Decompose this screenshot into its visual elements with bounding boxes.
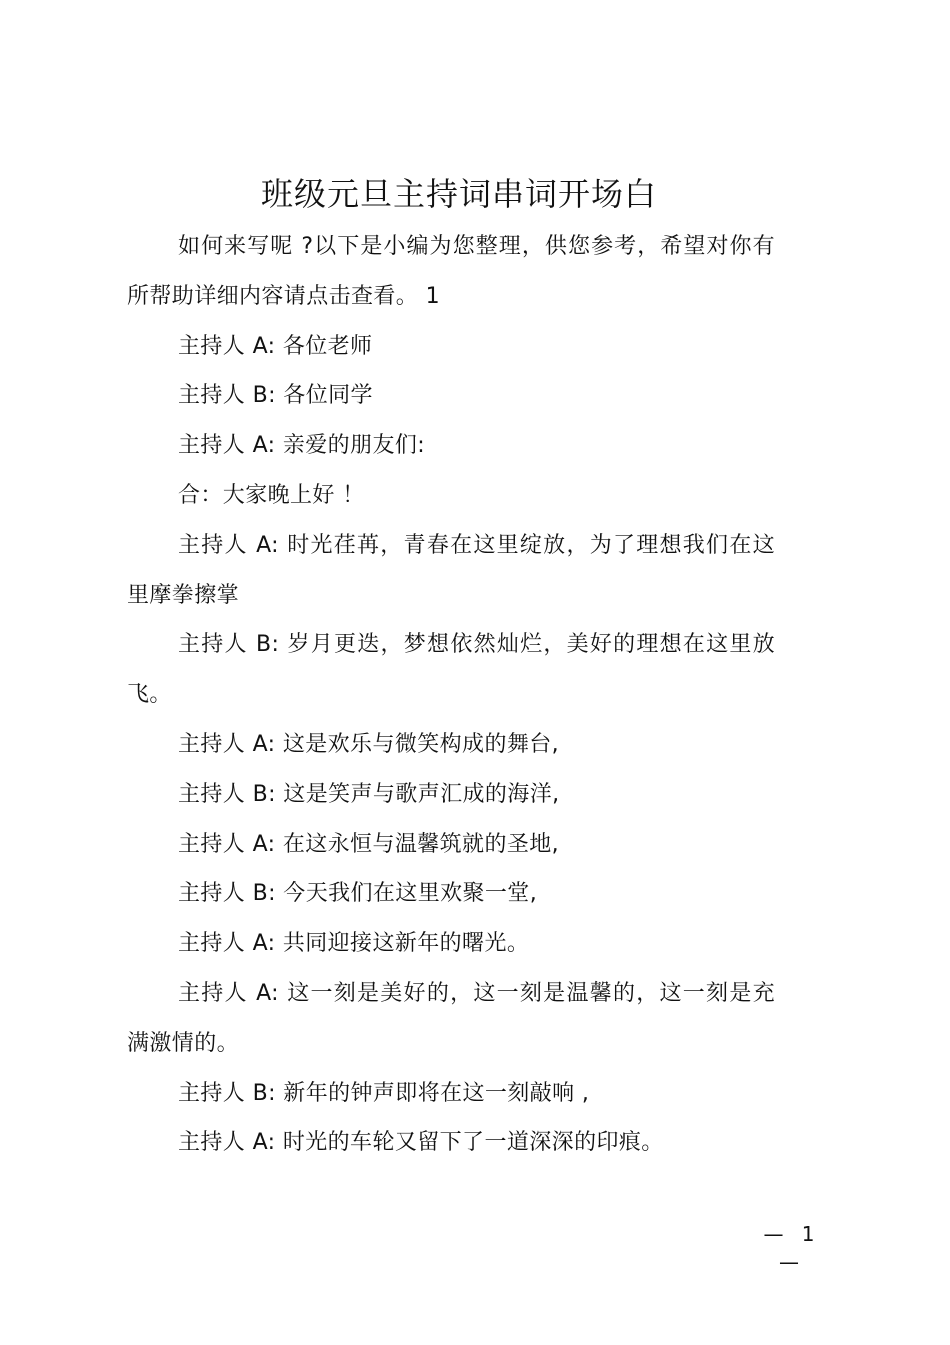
paragraph-line: 主持人 A: 这是欢乐与微笑构成的舞台, [178,731,560,757]
paragraph-intro: 如何来写呢 ?以下是小编为您整理，供您参考，希望对你有所帮助详细内容请点击查看。 1 [127,234,775,309]
paragraph-line: 主持人 A: 各位老师 [178,333,373,359]
paragraph-line: 主持人 A: 在这永恒与温馨筑就的圣地, [178,831,560,857]
paragraph-line: 主持人 A: 共同迎接这新年的曙光。 [178,931,530,957]
paragraph-line: 主持人 A: 时光的车轮又留下了一道深深的印痕。 [178,1130,664,1156]
paragraph-line: 主持人 B: 这是笑声与歌声汇成的海洋, [178,781,560,807]
paragraph-line: 主持人 A: 时光荏苒，青春在这里绽放，为了理想我们在这里摩拳擦掌 [127,532,775,608]
page-number: — 1 — [763,1222,821,1274]
paragraph-line: 合：大家晚上好 ！ [178,482,365,508]
paragraph-line: 主持人 B: 各位同学 [178,383,373,409]
paragraph-line: 主持人 A: 这一刻是美好的，这一刻是温馨的，这一刻是充满激情的。 [127,980,775,1056]
document-title: 班级元旦主持词串词开场白 [260,175,657,213]
paragraph-line: 主持人 A: 亲爱的朋友们: [178,433,426,459]
paragraph-line: 主持人 B: 岁月更迭，梦想依然灿烂，美好的理想在这里放飞。 [127,632,775,708]
paragraph-line: 主持人 B: 新年的钟声即将在这一刻敲响 , [178,1080,590,1106]
paragraph-line: 主持人 B: 今天我们在这里欢聚一堂, [178,881,538,907]
document-body [127,222,775,1168]
